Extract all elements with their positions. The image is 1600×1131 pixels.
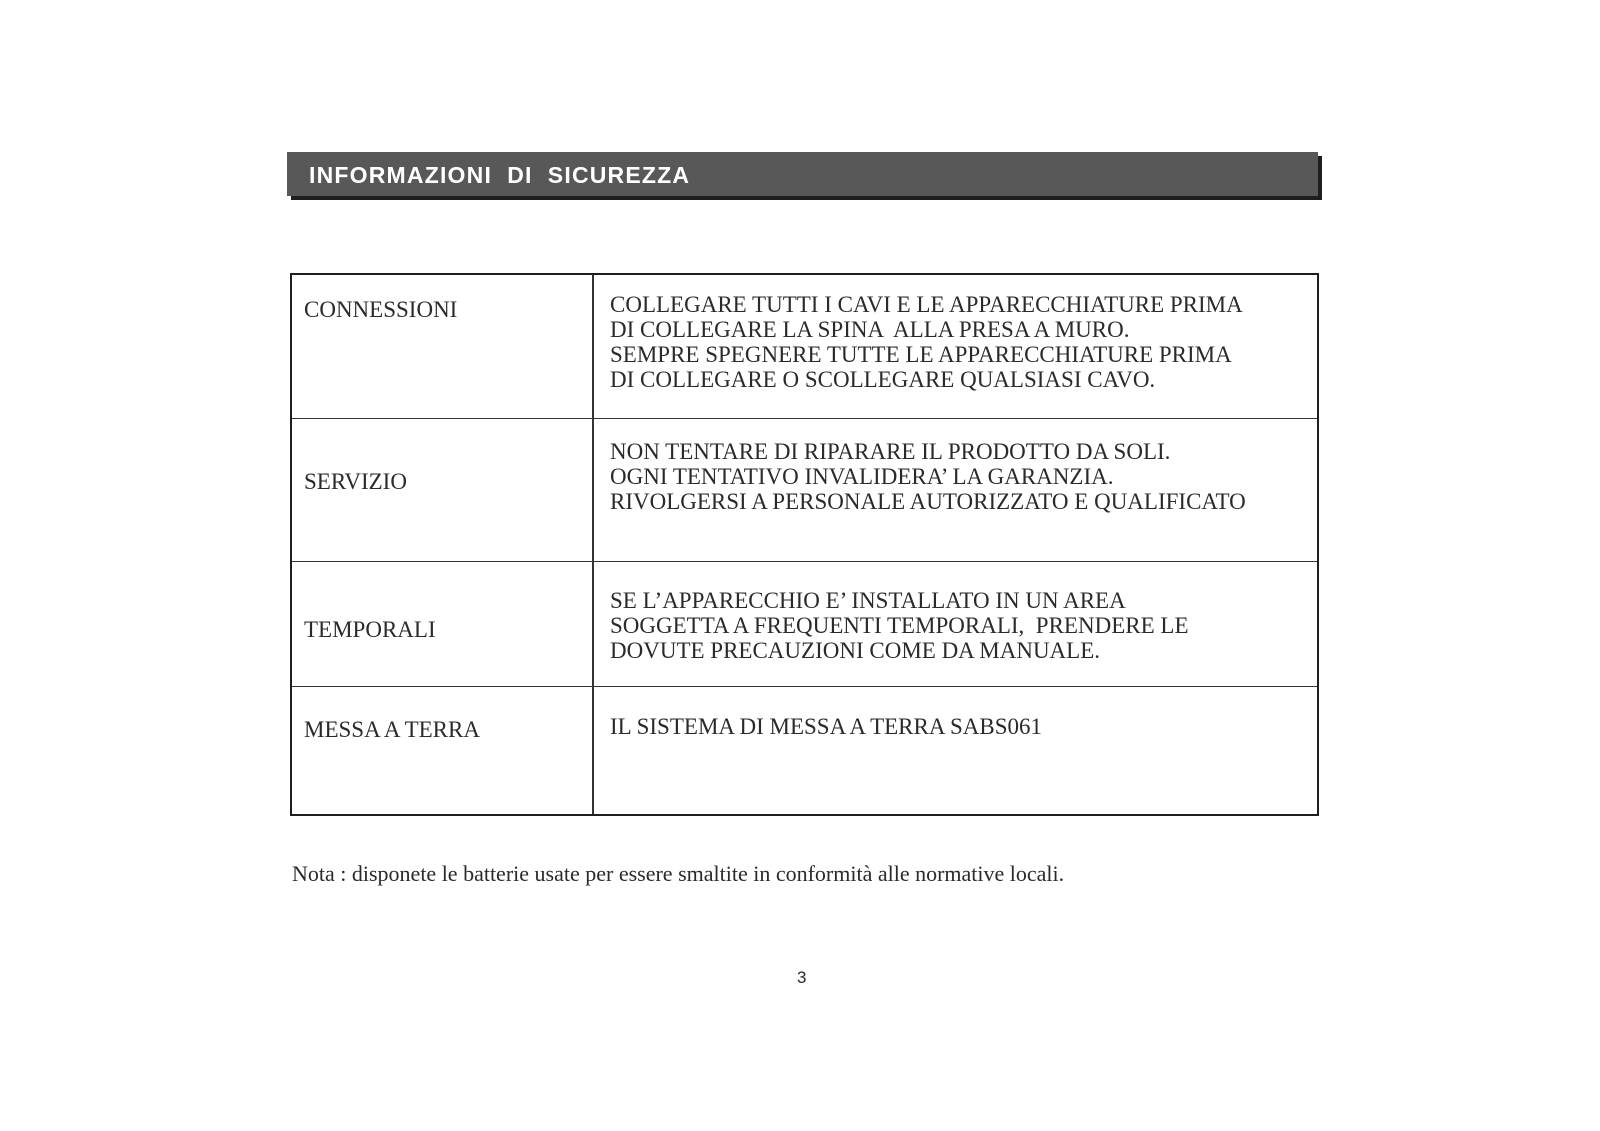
text-line: OGNI TENTATIVO INVALIDERA’ LA GARANZIA.	[610, 464, 1114, 489]
page-number: 3	[797, 968, 807, 987]
row-text-connessioni	[610, 292, 1243, 392]
row-label-temporali: TEMPORALI	[304, 617, 436, 642]
text-line: DI COLLEGARE O SCOLLEGARE QUALSIASI CAVO.	[610, 367, 1156, 392]
column-divider	[592, 687, 594, 814]
text-line: RIVOLGERSI A PERSONALE AUTORIZZATO E QUALIFICATO	[610, 489, 1246, 514]
battery-disposal-note: Nota : disponete le batterie usate per essere smaltite in conformità alle normative locali.	[292, 861, 1065, 886]
table-row-temporali	[292, 562, 1317, 687]
table-row-servizio	[292, 419, 1317, 562]
text-line: DI COLLEGARE LA SPINA ALLA PRESA A MURO.	[610, 317, 1130, 342]
text-line: COLLEGARE TUTTI I CAVI E LE APPARECCHIATURE PRIMA	[610, 292, 1243, 317]
row-text-temporali	[610, 588, 1189, 663]
text-line: IL SISTEMA DI MESSA A TERRA SABS061	[610, 714, 1042, 739]
column-divider	[592, 275, 594, 418]
table-row-connessioni	[292, 275, 1317, 419]
section-title: INFORMAZIONI DI SICUREZZA	[309, 162, 691, 188]
column-divider	[592, 419, 594, 561]
safety-table	[290, 273, 1319, 816]
row-text-servizio	[610, 439, 1246, 514]
row-label-servizio: SERVIZIO	[304, 469, 407, 494]
text-line: SOGGETTA A FREQUENTI TEMPORALI, PRENDERE LE	[610, 613, 1189, 638]
column-divider	[592, 562, 594, 686]
text-line: SEMPRE SPEGNERE TUTTE LE APPARECCHIATURE PRIMA	[610, 342, 1232, 367]
row-label-connessioni: CONNESSIONI	[304, 297, 458, 322]
text-line: SE L’APPARECCHIO E’ INSTALLATO IN UN AREA	[610, 588, 1126, 613]
text-line: NON TENTARE DI RIPARARE IL PRODOTTO DA SOLI.	[610, 439, 1171, 464]
text-line: DOVUTE PRECAUZIONI COME DA MANUALE.	[610, 638, 1101, 663]
section-header-bar	[287, 152, 1318, 196]
row-label-messa-a-terra: MESSA A TERRA	[304, 717, 480, 742]
row-text-messa-a-terra	[610, 714, 1042, 739]
table-row-messa-a-terra	[292, 687, 1317, 814]
